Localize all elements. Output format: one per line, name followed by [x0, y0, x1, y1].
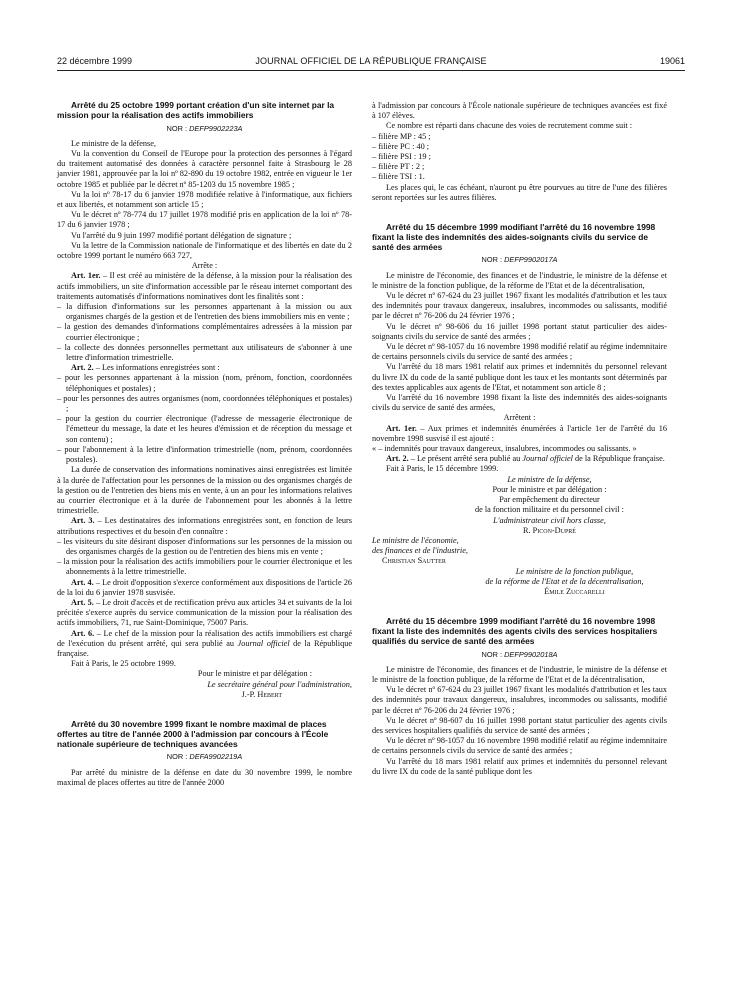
arretent-heading: Arrêtent : — [503, 413, 536, 423]
article-3-nor: NOR : DEFP9902017A — [481, 255, 558, 265]
paragraph: Vu l'arrêté du 16 novembre 1998 fixant la liste des indemnités des aides-soignants civils du service de santé des armées, — [372, 393, 667, 413]
page-header — [57, 56, 685, 70]
article-1-list — [57, 302, 352, 363]
list-item: – filière TSI : 1. — [372, 172, 425, 182]
paragraph: Ce nombre est réparti dans chacune des voies de recrutement comme suit : — [386, 121, 633, 131]
paragraph: Vu la convention du Conseil de l'Europe pour la protection des personnes à l'égard du traitement automatisé des données à caractère personnel faite à Strasbourg le 28 janvier 1981, approuvée par la loi nº 82-890 du 19 octobre 1982, entrée en vigueur le 1er octobre 1985 et publiée par le décret nº 85-1203 du 15 novembre 1985 ; — [57, 149, 352, 189]
paragraph: Vu l'arrêté du 9 juin 1997 modifié portant délégation de signature ; — [71, 230, 292, 240]
signature-name: J.-P. Hebert — [241, 689, 282, 699]
paragraph: Par arrêté du ministre de la défense en date du 30 novembre 1999, le nombre maximal de places offertes au titre de l'année 2000 — [57, 767, 352, 787]
article-2: Art. 2. – Les informations enregistrées sont : — [71, 363, 220, 373]
left-column — [57, 101, 352, 788]
paragraph: Vu l'arrêté du 18 mars 1981 relatif aux primes et indemnités du personnel relevant du livre IX du code de la santé publique dont les — [372, 756, 667, 776]
article-1: Art. 1er. – Aux primes et indemnités énumérées à l'article 1er de l'arrêté du 16 novembre 1998 susvisé il est ajouté : — [372, 423, 668, 443]
signature-name: Émile Zuccarelli — [544, 586, 605, 596]
signature-line: Le secrétaire général pour l'administration, — [207, 679, 352, 689]
right-column — [372, 101, 667, 777]
article-2-title: Arrêté du 30 novembre 1999 fixant le nombre maximal de places offertes au titre de l'année 2000 à l'admission par concours à l'École nationale supérieure de techniques avancées — [57, 718, 329, 749]
paragraph: Vu le décret nº 67-624 du 23 juillet 1967 fixant les modalités d'attribution et les taux des indemnités pour travaux dangereux, insalubres, incommodes ou salissants, modifié par le décret nº 76-206 du 24 février 1976 ; — [372, 685, 667, 715]
article-2-list — [57, 373, 352, 465]
signature-line: L'administrateur civil hors classe, — [493, 515, 606, 525]
paragraph: Vu la lettre de la Commission nationale de l'informatique et des libertés en date du 2 octobre 1999 portant le numéro 663 727, — [57, 240, 352, 261]
filiere-list — [372, 132, 667, 183]
paragraph: Le ministre de l'économie, des finances et de l'industrie, le ministre de la défense et le ministre de la fonction publique, de la réforme de l'Etat et de la décentralisation, — [372, 664, 667, 684]
list-item: – la mission pour la réalisation des actifs immobiliers pour le courrier électronique et les abonnements à la lettre trimestrielle. — [57, 557, 352, 577]
article-3-title: Arrêté du 15 décembre 1999 modifiant l'arrêté du 16 novembre 1998 fixant la liste des indemnités des aides-soignants civils du service de santé des armées — [372, 222, 656, 252]
article-1: Art. 1er. – Il est créé au ministère de la défense, à la mission pour la réalisation des actifs immobiliers, un site d'information accessible par le réseau internet comportant des traitements automatisés d'informations nominatives dont les finalités sont : — [57, 271, 352, 301]
list-item: – pour la gestion du courrier électronique (l'adresse de messagerie électronique de l'émetteur du message, la date et les heures d'émission et de réception du message et son contenu) ; — [57, 414, 352, 444]
arrete-heading: Arrête : — [191, 261, 218, 271]
signature-name: Christian Sautter — [382, 556, 446, 566]
article-4-nor: NOR : DEFP9902018A — [481, 649, 558, 659]
list-item: – la collecte des données personnelles permettant aux utilisateurs de s'abonner à une lettre d'information trimestrielle. — [57, 342, 352, 363]
list-item: – pour les personnes appartenant à la mission (nom, prénom, fonction, coordonnées téléphoniques et postales) ; — [57, 373, 352, 393]
article-1-nor: NOR : DEFP9902223A — [166, 123, 243, 133]
article-1-title: Arrêté du 25 octobre 1999 portant création d'un site internet par la mission pour la réalisation des actifs immobiliers — [57, 100, 335, 120]
paragraph: Les places qui, le cas échéant, n'auront pu être pourvues au titre de l'une des filières seront reportées sur les autres filières. — [372, 182, 667, 202]
paragraph: Vu le décret nº 98-1057 du 16 novembre 1998 modifié relatif au régime indemnitaire de certains personnels civils du service de santé des armées ; — [372, 736, 667, 756]
signature-line: Par empêchement du directeur — [499, 495, 600, 505]
paragraph: Vu l'arrêté du 18 mars 1981 relatif aux primes et indemnités du personnel relevant du livre IX du code de la santé publique dont les taux et les montants sont déterminés par des textes applicables aux agents de l'Etat, et notamment son article 8 ; — [372, 362, 667, 392]
paragraph: à l'admission par concours à l'École nationale supérieure de techniques avancées est fixé à 107 élèves. — [372, 101, 667, 121]
signature-line: de la réforme de l'Etat et de la décentralisation, — [485, 576, 644, 586]
article-6: Art. 6. – Le chef de la mission pour la réalisation des actifs immobiliers est chargé de l'exécution du présent arrêté, qui sera publié au Journal officiel de la République française. — [57, 628, 352, 658]
paragraph: La durée de conservation des informations nominatives ainsi enregistrées est limitée à la durée de l'affectation pour les personnes de la mission ou des organismes chargés de la gestion ou de l'entretien des biens mis en vente, à un an pour les informations relatives au courrier électronique et à la durée de l'abonnement pour les abonnés à la lettre trimestrielle. — [57, 465, 352, 516]
list-item: – pour l'abonnement à la lettre d'information trimestrielle (nom, prénom, coordonnées postales). — [57, 444, 352, 465]
list-item: – pour les personnes des autres organismes (nom, coordonnées téléphoniques et postales) ; — [57, 393, 352, 414]
paragraph: Le ministre de la défense, — [71, 138, 156, 148]
header-journal-title: JOURNAL OFFICIEL DE LA RÉPUBLIQUE FRANÇAISE — [255, 56, 487, 66]
paragraph: Vu le décret nº 98-606 du 16 juillet 1998 portant statut particulier des aides-soignants civils du service de santé des armées ; — [372, 321, 667, 341]
list-item: « – indemnités pour travaux dangereux, insalubres, incommodes ou salissants. » — [372, 444, 637, 454]
paragraph: Vu le décret nº 78-774 du 17 juillet 1978 modifié pris en application de la loi nº 78-17 du 6 janvier 1978 ; — [57, 210, 352, 230]
signature-line: de la fonction militaire et du personnel civil : — [475, 505, 624, 515]
article-1-list — [372, 444, 667, 454]
signature-line: Le ministre de la fonction publique, — [515, 566, 634, 576]
list-item: – filière PC : 40 ; — [372, 141, 430, 151]
article-5: Art. 5. – Le droit d'accès et de rectification prévu aux articles 34 et suivants de la loi précitée s'exerce auprès du service communication de la mission pour la réalisation des actifs immobiliers, 71, rue Saint-Dominique, 75007 Paris. — [57, 597, 352, 628]
list-item: – filière MP : 45 ; — [372, 131, 431, 141]
list-item: – filière PSI : 19 ; — [372, 152, 431, 162]
header-date: 22 décembre 1999 — [57, 56, 133, 66]
list-item: – la gestion des demandes d'informations complémentaires adressées à la mission par courrier électronique ; — [57, 322, 352, 342]
list-item: – les visiteurs du site désirant disposer d'informations sur les personnes de la mission ou des organismes chargés de la gestion ou de l'entretien des biens mis en vente ; — [57, 536, 352, 556]
paragraph: Vu le décret nº 67-624 du 23 juillet 1967 fixant les modalités d'attribution et les taux des indemnités pour travaux dangereux, insalubres, incommodes ou salissants, modifié par le décret nº 76-206 du 24 février 1976 ; — [372, 291, 667, 321]
article-2: Art. 2. – Le présent arrêté sera publié au Journal officiel de la République française. — [386, 454, 665, 464]
list-item: – la diffusion d'informations sur les personnes appartenant à la mission ou aux organismes chargés de la gestion et de l'entretien des biens immobiliers mis en vente ; — [57, 302, 352, 322]
signature-line: des finances et de l'industrie, — [372, 546, 468, 556]
signature-line: Pour le ministre et par délégation : — [492, 484, 607, 494]
header-rule — [57, 70, 685, 71]
article-2-nor: NOR : DEFA9902219A — [166, 752, 243, 762]
signature-date: Fait à Paris, le 15 décembre 1999. — [386, 464, 499, 474]
paragraph: Vu le décret nº 98-1057 du 16 novembre 1998 modifié relatif au régime indemnitaire de certains personnels civils du service de santé des armées ; — [372, 342, 667, 362]
article-4: Art. 4. – Le droit d'opposition s'exerce conformément aux dispositions de l'article 26 de la loi du 6 janvier 1978 susvisée. — [57, 577, 352, 597]
header-page-number: 19061 — [659, 56, 685, 66]
paragraph: Le ministre de l'économie, des finances et de l'industrie, le ministre de la défense et le ministre de la fonction publique, de la réforme de l'Etat et de la décentralisation, — [372, 270, 667, 290]
signature-line: Le ministre de la défense, — [507, 474, 592, 484]
signature-line: Pour le ministre et par délégation : — [197, 669, 312, 679]
signature-line: Le ministre de l'économie, — [372, 535, 459, 545]
paragraph: Vu la loi nº 78-17 du 6 janvier 1978 modifiée relative à l'informatique, aux fichiers et aux libertés, et notamment son article 15 ; — [57, 189, 352, 210]
article-3: Art. 3. – Les destinataires des informations enregistrées sont, en fonction de leurs attributions respectives et du besoin d'en connaître : — [57, 516, 352, 536]
paragraph: Vu le décret nº 98-607 du 16 juillet 1998 portant statut particulier des agents civils des services hospitaliers qualifiés du service de santé des armées ; — [372, 715, 667, 735]
article-3-list — [57, 537, 352, 578]
signature-name: R. Picon-Dupré — [523, 525, 576, 535]
article-4-title: Arrêté du 15 décembre 1999 modifiant l'arrêté du 16 novembre 1998 fixant la liste des indemnités des agents civils des services hospitaliers qualifiés du service de santé des armées — [372, 616, 658, 646]
list-item: – filière PT : 2 ; — [372, 162, 425, 172]
signature-date: Fait à Paris, le 25 octobre 1999. — [71, 659, 176, 669]
